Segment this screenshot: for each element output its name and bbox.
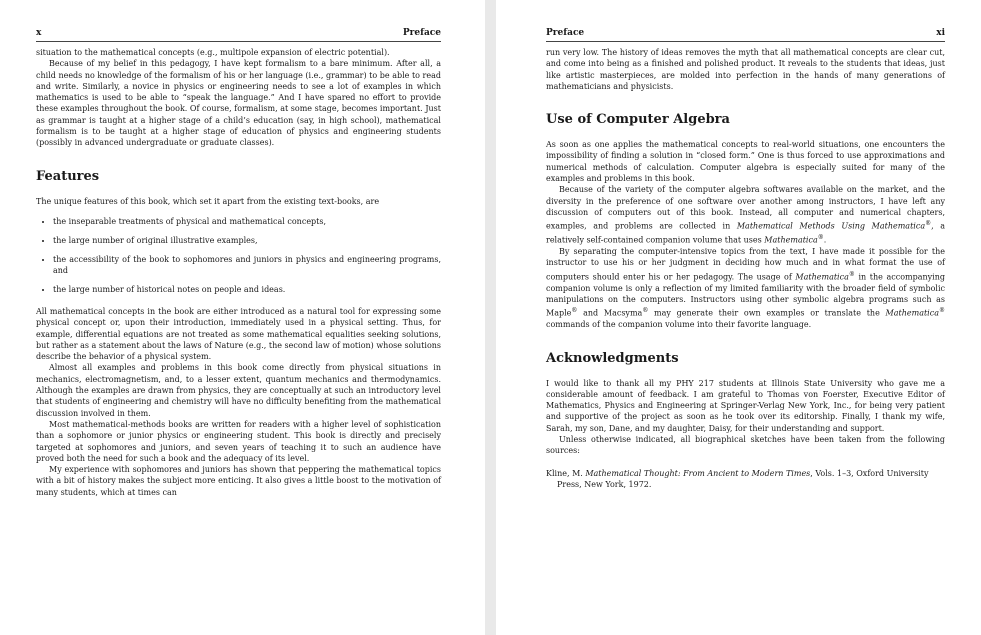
paragraph: As soon as one applies the mathematical concepts to real-world situations, one encounters the impossibility of finding a solution in “closed form.” One is thus forced to use approximations and numerical methods of calculation. Computer algebra is especially suited for many of the examples and problems in this book. — [546, 140, 945, 184]
right-page — [496, 0, 981, 635]
running-head-left: Preface — [402, 28, 441, 38]
registered-mark: ® — [642, 307, 649, 315]
paragraph: The unique features of this book, which set it apart from the existing text-books, are — [36, 196, 380, 206]
right-page-body — [546, 47, 945, 490]
list-item: • the large number of historical notes on people and ideas. — [53, 284, 441, 295]
registered-mark: ® — [925, 220, 932, 228]
text-run: commands of the companion volume into their favorite language. — [546, 320, 812, 330]
ref-title: Mathematical Thought: From Ancient to Modern Times — [585, 468, 811, 478]
paragraph: Unless otherwise indicated, all biographical sketches have been taken from the following sources: — [546, 435, 945, 456]
reference-entry — [546, 468, 945, 491]
book-title: Mathematical Methods Using Mathematica — [736, 221, 926, 231]
running-header-right — [546, 28, 945, 42]
section-heading-features: Features — [36, 168, 100, 184]
paragraph: All mathematical concepts in the book are either introduced as a natural tool for expressing some physical concept or, upon their introduction, immediately used in a physical setting. Thus, for example, differential equations are not treated as some mathematical equalities seeking solutions, but rather as a statement about the laws of Nature (e.g., the second law of motion) whose solutions describe the behavior of a physical system. — [36, 306, 442, 362]
left-page-body — [36, 47, 441, 498]
software-name: Mathematica — [885, 308, 939, 318]
text-run: By separating the computer-intensive topics from the text, I have made it possible for the instructor to use his or her judgment in deciding how much and in what format the use of computers should enter his or her pedagogy. The usage of — [546, 247, 945, 282]
paragraph: My experience with sophomores and juniors has shown that peppering the mathematical topics with a bit of history makes the subject more enticing. It also gives a little boost to the motivation of many students, which at times can — [36, 465, 441, 497]
text-run: may generate their own examples or translate the — [648, 308, 886, 318]
ref-details: , Vols. 1–3, Oxford University Press, New York, 1972. — [557, 468, 929, 489]
registered-mark: ® — [939, 307, 945, 315]
paragraph: situation to the mathematical concepts (e.g., multipole expansion of electric potential). — [36, 48, 390, 57]
paragraph: I would like to thank all my PHY 217 students at Illinois State University who gave me a considerable amount of feedback. I am grateful to Thomas von Foerster, Executive Editor of Mathematics, Physics and Engineering at Springer-Verlag New York, Inc., for being very patient and supportive of the project as soon as he took over its editorship. Finally, I thank my wife, Sarah, my son, Dane, and my daughter, Daisy, for their understanding and support. — [546, 378, 945, 433]
features-list — [36, 216, 441, 295]
paragraph: Almost all examples and problems in this book come directly from physical situations in mechanics, electromagnetism, and, to a lesser extent, quantum mechanics and thermodynamics. Although the examples are drawn from physics, they are conceptually at such an introductory level that students of engineering and chemistry will have no difficulty benefiting from the mathematical discussion involved in them. — [36, 363, 441, 418]
text-run: in the accompanying companion volume is only a reflection of my limited familiarity with the broader field of symbolic manipulations on the computers. Instructors using other symbolic algebra programs such as Maple — [546, 272, 946, 318]
page-number-left: x — [36, 28, 42, 38]
paragraph: Most mathematical-methods books are written for readers with a higher level of sophistication than a sophomore or junior physics or engineering student. This book is directly and precisely targeted at sophomores and juniors, and seven years of teaching it to such an audience have proved both the need for such a book and the adequacy of its level. — [36, 419, 441, 463]
running-header-left — [36, 28, 441, 42]
list-item: • the accessibility of the book to sophomores and juniors in physics and engineering programs, and — [53, 254, 441, 276]
running-head-right: Preface — [546, 28, 585, 38]
registered-mark: ® — [817, 234, 824, 242]
software-name: Mathematica — [795, 272, 849, 282]
left-page — [0, 0, 485, 635]
text-run: and Macsyma — [577, 308, 643, 318]
page-number-right: xi — [936, 28, 945, 38]
registered-mark: ® — [848, 270, 855, 278]
section-heading-acknowledgments: Acknowledgments — [546, 350, 679, 366]
section-heading-computer-algebra: Use of Computer Algebra — [546, 112, 730, 128]
paragraph: Because of my belief in this pedagogy, I have kept formalism to a bare minimum. After all, a child needs no knowledge of the formalism of his or her language (i.e., grammar) to be able to read and write. Similarly, a novice in physics or engineering needs to see a lot of examples in which mathematics is used to be able to “speak the language.” And I have spared no effort to provide these examples throughout the book. Of course, formalism, at some stage, becomes important. Just as grammar is taught at a higher stage of a child’s education (say, in high school), mathematical formalism is to be taught at a higher stage of education of physics and engineering students (possibly in advanced undergraduate or graduate classes). — [36, 59, 441, 148]
paragraph: run very low. The history of ideas removes the myth that all mathematical concepts are clear cut, and come into being as a finished and polished product. It reveals to the students that ideas, just like artistic masterpieces, are molded into perfection in the hands of many generations of mathematicians and physicists. — [546, 48, 945, 91]
ref-author: Kline, M. — [546, 468, 586, 478]
software-name: Mathematica — [764, 235, 818, 245]
registered-mark: ® — [571, 307, 578, 315]
paragraph — [546, 246, 945, 330]
text-run: , a relatively self-contained companion volume that uses — [546, 221, 945, 245]
paragraph: Because of the variety of the computer algebra softwares available on the market, and the diversity in the preference of one software over another among instructors, I have left any discussion of computers out of this book. Instead, all computer and numerical chapters, examples, and problems are collected in Mathematical Methods Using Mathematica®, a relatively self-contained companion volume that uses Mathematica®. — [546, 185, 945, 245]
list-item: • the inseparable treatments of physical and mathematical concepts, — [53, 216, 441, 227]
text-run: Because of the variety of the computer algebra softwares available on the market, and the diversity in the preference of one software over another among instructors, I have left any discussion of computers out of this book. Instead, all computer and numerical chapters, examples, and problems are collected in — [546, 185, 945, 231]
list-item: • the large number of original illustrative examples, — [53, 235, 441, 246]
